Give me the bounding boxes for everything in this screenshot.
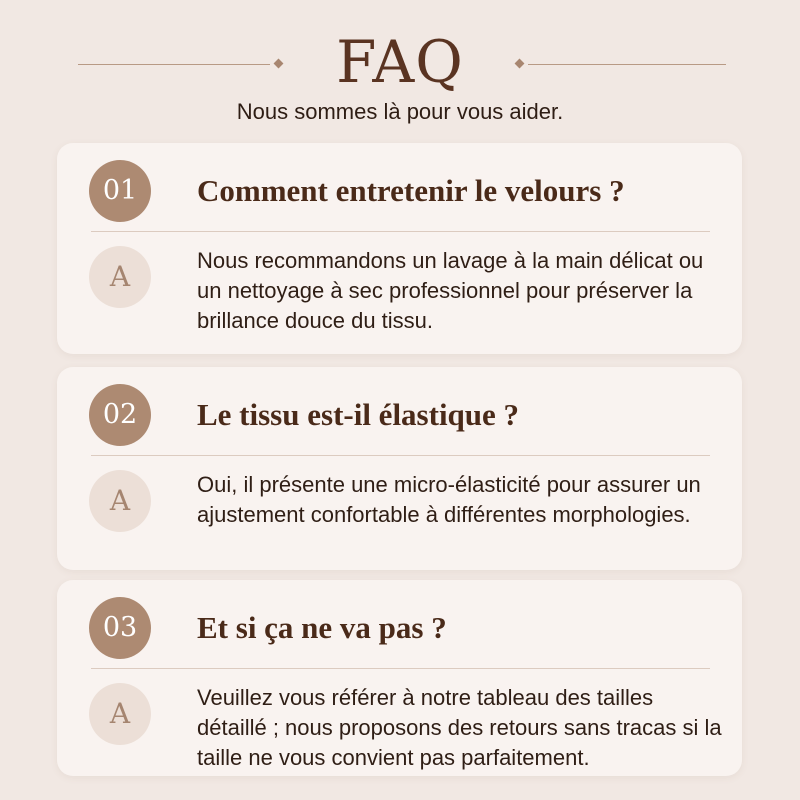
faq-card-3 bbox=[57, 580, 742, 776]
answer-badge: A bbox=[89, 246, 151, 308]
page-title: FAQ bbox=[336, 28, 464, 96]
ornament-rule bbox=[528, 64, 726, 65]
answer-badge: A bbox=[89, 470, 151, 532]
question-number-badge: 02 bbox=[89, 384, 151, 446]
page-subtitle: Nous sommes là pour vous aider. bbox=[236, 99, 564, 124]
question-text: Le tissu est-il élastique ? bbox=[197, 397, 520, 432]
card-divider bbox=[91, 455, 710, 456]
card-divider bbox=[91, 668, 710, 669]
question-text: Et si ça ne va pas ? bbox=[197, 610, 447, 645]
question-number-badge: 03 bbox=[89, 597, 151, 659]
answer-badge: A bbox=[89, 683, 151, 745]
answer-text: Nous recommandons un lavage à la main délicat ou un nettoyage à sec professionnel pour préserver la brillance douce du tissu. bbox=[197, 248, 704, 333]
card-divider bbox=[91, 231, 710, 232]
question-text: Comment entretenir le velours ? bbox=[197, 173, 625, 208]
question-number-badge: 01 bbox=[89, 160, 151, 222]
answer-text: Oui, il présente une micro-élasticité pour assurer un ajustement confortable à différentes morphologies. bbox=[197, 472, 701, 527]
faq-card-1 bbox=[57, 143, 742, 354]
faq-card-2 bbox=[57, 367, 742, 570]
answer-text: Veuillez vous référer à notre tableau des tailles détaillé ; nous proposons des retours sans tracas si la taille ne vous convient pas parfaitement. bbox=[197, 685, 722, 770]
right-ornament-divider bbox=[516, 64, 726, 66]
faq-header bbox=[0, 22, 800, 132]
